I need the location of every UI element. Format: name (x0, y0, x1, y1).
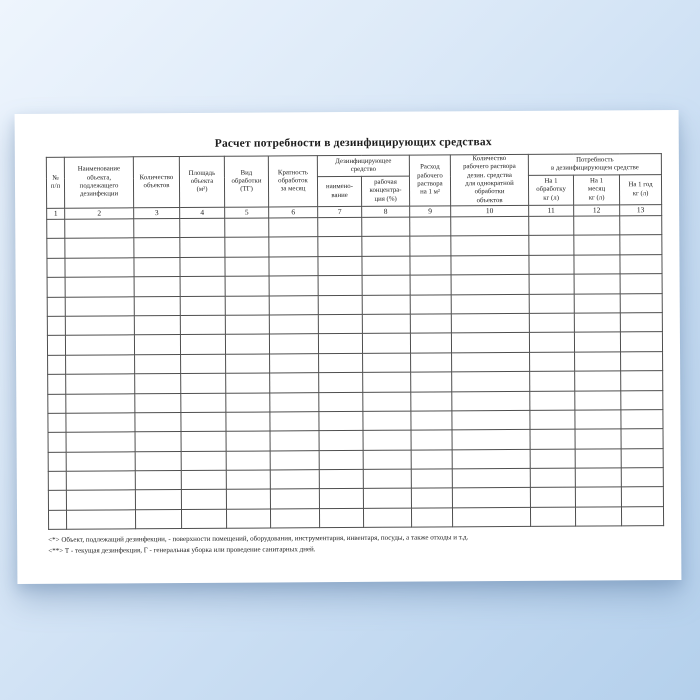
empty-cell (66, 432, 135, 452)
empty-cell (452, 449, 530, 469)
empty-cell (411, 411, 452, 431)
empty-cell (226, 470, 270, 490)
empty-cell (135, 374, 181, 394)
empty-cell (181, 373, 226, 393)
empty-cell (66, 393, 135, 413)
empty-cell (574, 255, 620, 275)
empty-cell (529, 294, 574, 314)
empty-cell (318, 314, 362, 334)
empty-cell (620, 332, 662, 352)
empty-cell (318, 217, 362, 237)
empty-cell (452, 430, 530, 450)
empty-cell (452, 410, 530, 430)
empty-cell (134, 315, 180, 335)
empty-cell (362, 237, 410, 257)
empty-cell (65, 277, 134, 297)
empty-cell (48, 452, 66, 472)
empty-cell (451, 255, 529, 275)
empty-cell (452, 488, 530, 508)
empty-cell (319, 450, 363, 470)
empty-cell (410, 275, 451, 295)
empty-cell (180, 315, 225, 335)
empty-cell (530, 449, 575, 469)
empty-cell (318, 295, 362, 315)
empty-cell (620, 313, 662, 333)
empty-cell (530, 429, 575, 449)
empty-cell (452, 372, 530, 392)
empty-cell (66, 490, 135, 510)
empty-cell (363, 450, 411, 470)
empty-cell (134, 296, 180, 316)
col-header-object-count: Количество объектов (133, 157, 179, 208)
empty-cell (452, 468, 530, 488)
empty-cell (270, 412, 319, 432)
empty-cell (621, 429, 663, 449)
empty-cell (529, 274, 574, 294)
empty-cell (451, 275, 529, 295)
empty-cell (452, 507, 530, 527)
column-number: 2 (65, 208, 134, 219)
empty-cell (621, 468, 663, 488)
empty-cell (451, 236, 529, 256)
empty-cell (181, 470, 226, 490)
empty-cell (363, 372, 411, 392)
empty-cell (66, 413, 135, 433)
col-group-disinfectant: Дезинфицирующее средство (317, 155, 409, 177)
empty-cell (180, 296, 225, 316)
empty-cell (135, 432, 181, 452)
empty-cell (226, 509, 270, 529)
empty-cell (362, 295, 410, 315)
empty-cell (411, 391, 452, 411)
empty-cell (319, 469, 363, 489)
empty-cell (135, 490, 181, 510)
column-number: 7 (318, 206, 362, 217)
empty-cell (575, 507, 621, 527)
empty-cell (48, 355, 66, 375)
empty-cell (318, 276, 362, 296)
column-number: 11 (529, 205, 574, 216)
col-header-solution-rate: Расход рабочего раствора на 1 м² (409, 155, 450, 206)
empty-cell (269, 334, 318, 354)
empty-cell (362, 217, 410, 237)
empty-cell (530, 391, 575, 411)
empty-cell (410, 333, 451, 353)
empty-cell (225, 218, 269, 238)
empty-cell (65, 335, 134, 355)
empty-cell (529, 313, 574, 333)
empty-cell (48, 491, 66, 511)
empty-cell (621, 390, 663, 410)
col-group-need: Потребность в дезинфицирующем средстве (528, 154, 661, 176)
empty-cell (269, 218, 318, 238)
empty-cell (318, 334, 362, 354)
empty-cell (48, 374, 66, 394)
empty-cell (180, 335, 225, 355)
empty-cell (411, 450, 452, 470)
calculation-table (46, 153, 664, 530)
empty-cell (181, 490, 226, 510)
empty-cell (135, 509, 181, 529)
empty-cell (410, 314, 451, 334)
empty-cell (134, 238, 180, 258)
document-title: Расчет потребности в дезинфицирующих средствах (214, 136, 492, 150)
empty-cell (134, 257, 180, 277)
col-header-per-month: На 1 месяц кг (л) (573, 175, 619, 205)
empty-cell (270, 373, 319, 393)
empty-cell (411, 488, 452, 508)
empty-cell (621, 487, 663, 507)
table-body (47, 216, 664, 530)
empty-cell (225, 296, 269, 316)
empty-cell (270, 489, 319, 509)
empty-cell (66, 374, 135, 394)
empty-cell (66, 471, 135, 491)
empty-cell (135, 354, 181, 374)
column-number: 9 (410, 206, 451, 217)
empty-cell (620, 235, 662, 255)
empty-cell (363, 508, 411, 528)
empty-cell (181, 393, 226, 413)
empty-cell (319, 489, 363, 509)
empty-cell (269, 315, 318, 335)
empty-cell (410, 236, 451, 256)
empty-cell (47, 277, 65, 297)
empty-cell (135, 412, 181, 432)
empty-cell (226, 412, 270, 432)
empty-cell (620, 293, 662, 313)
empty-cell (270, 392, 319, 412)
col-header-object-area: Площадь объекта (м²) (179, 156, 224, 207)
empty-cell (621, 371, 663, 391)
empty-cell (529, 216, 574, 236)
empty-cell (319, 373, 363, 393)
table-header (46, 154, 661, 220)
footnote-object: <*> Объект, подлежащий дезинфекции, - поверхности помещений, оборудования, инструментария, инвентаря, посуды, а также отходы и т.д. (48, 533, 469, 544)
empty-cell (451, 294, 529, 314)
empty-cell (47, 258, 65, 278)
empty-cell (530, 488, 575, 508)
empty-cell (270, 509, 319, 529)
empty-cell (363, 469, 411, 489)
empty-cell (270, 450, 319, 470)
empty-cell (47, 336, 65, 356)
empty-cell (575, 449, 621, 469)
empty-cell (410, 294, 451, 314)
empty-cell (135, 451, 181, 471)
column-number: 6 (269, 207, 318, 218)
empty-cell (574, 293, 620, 313)
empty-cell (319, 431, 363, 451)
empty-cell (530, 352, 575, 372)
empty-cell (574, 216, 620, 236)
document-page (15, 110, 682, 584)
empty-cell (48, 394, 66, 414)
empty-cell (621, 409, 663, 429)
empty-cell (319, 508, 363, 528)
empty-cell (363, 392, 411, 412)
empty-cell (575, 487, 621, 507)
col-header-per-year: На 1 год кг (л) (619, 175, 661, 205)
empty-cell (226, 489, 270, 509)
table-row (48, 506, 663, 529)
empty-cell (411, 372, 452, 392)
empty-cell (529, 255, 574, 275)
footnotes (48, 531, 663, 556)
empty-cell (65, 316, 134, 336)
empty-cell (575, 371, 621, 391)
empty-cell (530, 410, 575, 430)
empty-cell (135, 471, 181, 491)
empty-cell (270, 431, 319, 451)
column-number: 10 (451, 205, 529, 216)
empty-cell (318, 256, 362, 276)
empty-cell (575, 410, 621, 430)
empty-cell (575, 429, 621, 449)
empty-cell (226, 373, 270, 393)
empty-cell (621, 351, 663, 371)
col-header-working-concentration: рабочая концентра- ция (%) (361, 176, 409, 206)
empty-cell (270, 353, 319, 373)
col-header-frequency: Кратность обработок за месяц (268, 156, 317, 207)
column-number: 4 (180, 207, 225, 218)
empty-cell (48, 413, 66, 433)
empty-cell (411, 469, 452, 489)
empty-cell (362, 256, 410, 276)
empty-cell (620, 254, 662, 274)
col-header-treatment-type: Вид обработки (ТГ) (224, 156, 268, 207)
empty-cell (319, 392, 363, 412)
column-number: 8 (362, 206, 410, 217)
empty-cell (410, 217, 451, 237)
empty-cell (575, 390, 621, 410)
empty-cell (574, 274, 620, 294)
empty-cell (575, 352, 621, 372)
empty-cell (362, 275, 410, 295)
col-header-object-name: Наименование объекта, подлежащего дезинфекции (64, 157, 133, 208)
col-header-disinfectant-name: наимено- вание (317, 176, 361, 206)
empty-cell (134, 277, 180, 297)
empty-cell (226, 392, 270, 412)
empty-cell (530, 371, 575, 391)
empty-cell (47, 316, 65, 336)
empty-cell (451, 333, 529, 353)
empty-cell (66, 510, 135, 530)
empty-cell (180, 238, 225, 258)
empty-cell (48, 433, 66, 453)
empty-cell (318, 237, 362, 257)
col-header-per-treatment: На 1 обработку кг (л) (528, 175, 573, 205)
empty-cell (65, 296, 134, 316)
empty-cell (66, 451, 135, 471)
empty-cell (180, 257, 225, 277)
empty-cell (181, 509, 226, 529)
empty-cell (47, 219, 65, 239)
empty-cell (181, 451, 226, 471)
empty-cell (65, 238, 134, 258)
empty-cell (180, 276, 225, 296)
empty-cell (451, 313, 529, 333)
empty-cell (363, 353, 411, 373)
empty-cell (620, 274, 662, 294)
empty-cell (319, 353, 363, 373)
empty-cell (225, 276, 269, 296)
col-header-num: № п/п (46, 157, 64, 208)
empty-cell (574, 235, 620, 255)
empty-cell (181, 432, 226, 452)
empty-cell (410, 256, 451, 276)
empty-cell (181, 354, 226, 374)
empty-cell (411, 353, 452, 373)
empty-cell (621, 506, 663, 526)
empty-cell (575, 468, 621, 488)
empty-cell (134, 335, 180, 355)
empty-cell (530, 507, 575, 527)
empty-cell (362, 314, 410, 334)
empty-cell (181, 412, 226, 432)
empty-cell (411, 508, 452, 528)
col-header-solution-amount: Количество рабочего раствора дезин. средства для однократной обработки объектов (450, 154, 528, 205)
empty-cell (269, 276, 318, 296)
column-number: 5 (225, 207, 269, 218)
empty-cell (411, 430, 452, 450)
empty-cell (363, 430, 411, 450)
empty-cell (574, 332, 620, 352)
empty-cell (225, 257, 269, 277)
empty-cell (47, 239, 65, 259)
empty-cell (269, 295, 318, 315)
empty-cell (180, 218, 225, 238)
empty-cell (574, 313, 620, 333)
empty-cell (225, 315, 269, 335)
empty-cell (135, 393, 181, 413)
column-number: 3 (134, 208, 180, 219)
empty-cell (225, 334, 269, 354)
empty-cell (362, 333, 410, 353)
column-number: 1 (47, 208, 65, 219)
empty-cell (226, 451, 270, 471)
empty-cell (621, 448, 663, 468)
empty-cell (270, 470, 319, 490)
footnote-treatment-type: <**> Т - текущая дезинфекция, Г - генеральная уборка или проведение санитарных дней. (48, 544, 316, 555)
empty-cell (269, 237, 318, 257)
empty-cell (529, 332, 574, 352)
empty-cell (226, 431, 270, 451)
column-number: 13 (620, 205, 662, 216)
empty-cell (451, 216, 529, 236)
empty-cell (319, 411, 363, 431)
empty-cell (530, 468, 575, 488)
empty-cell (452, 352, 530, 372)
empty-cell (134, 219, 180, 239)
empty-cell (269, 256, 318, 276)
empty-cell (452, 391, 530, 411)
empty-cell (226, 354, 270, 374)
empty-cell (363, 489, 411, 509)
empty-cell (363, 411, 411, 431)
empty-cell (66, 355, 135, 375)
empty-cell (65, 258, 134, 278)
empty-cell (225, 237, 269, 257)
column-number: 12 (574, 205, 620, 216)
empty-cell (620, 216, 662, 236)
empty-cell (48, 510, 66, 530)
empty-cell (48, 471, 66, 491)
empty-cell (47, 297, 65, 317)
empty-cell (65, 219, 134, 239)
empty-cell (529, 236, 574, 256)
